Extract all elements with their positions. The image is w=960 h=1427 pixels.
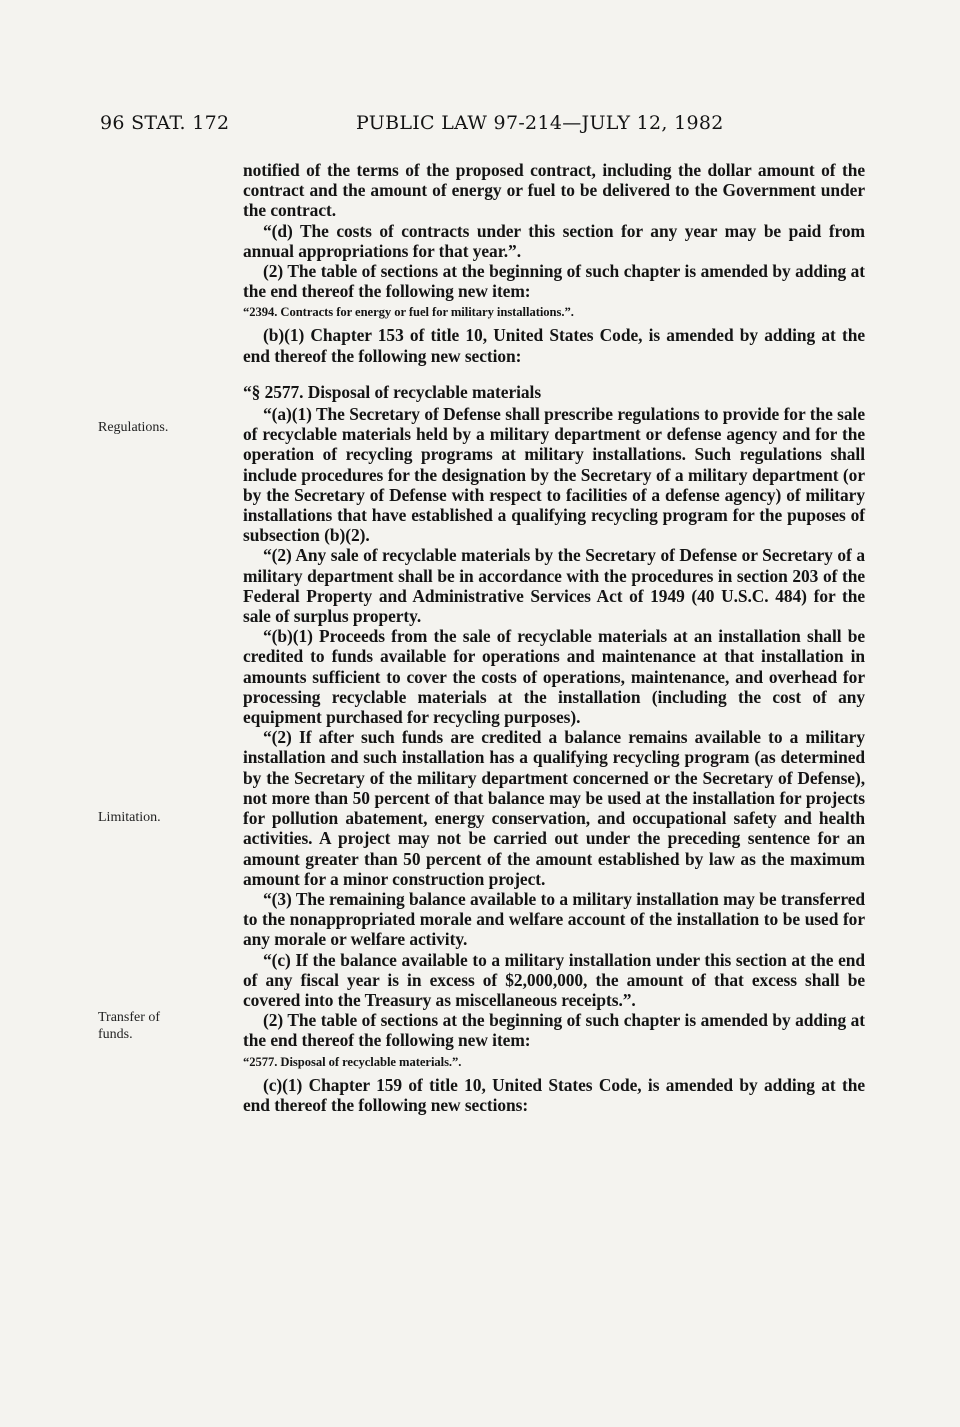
paragraph-subsection-d: “(d) The costs of contracts under this section for any year may be paid from annual appropriations for that year.”. [243,220,865,261]
paragraph-continuation: notified of the terms of the proposed contract, including the dollar amount of the contract and the amount of energy or fuel to be delivered to the Government under the contract. [243,160,865,221]
paragraph-table-amendment-2: (2) The table of sections at the beginning of such chapter is amended by adding at the end thereof the following new item: [243,1010,865,1051]
paragraph-c1: (c)(1) Chapter 159 of title 10, United States Code, is amended by adding at the end thereof the following new sections: [243,1074,865,1115]
paragraph-table-amendment-1: (2) The table of sections at the beginning of such chapter is amended by adding at the end thereof the following new item: [243,261,865,302]
running-head: PUBLIC LAW 97-214—JULY 12, 1982 [356,112,724,134]
page-header [100,112,860,146]
statute-body [243,160,865,1115]
section-heading-2577: “§ 2577. Disposal of recyclable materials [243,381,542,402]
margin-note-transfer-of-funds: Transfer of funds. [98,1010,161,1042]
table-item-2394: “2394. Contracts for energy or fuel for military installations.”. [243,305,574,320]
page-reference: 96 STAT. 172 [100,112,230,134]
paragraph-b1: (b)(1) Chapter 153 of title 10, United States Code, is amended by adding at the end thereof the following new section: [243,325,865,366]
paragraph-b2: “(2) If after such funds are credited a balance remains available to a military installation and such installation has a qualifying recycling program (as determined by the Secretary of the military department concerned or the Secretary of Defense), not more than 50 percent of that balance may be used at the installation for projects for pollution abatement, energy conservation, and occupational safety and health activities. A project may not be carried out under the preceding sentence for an amount greater than 50 percent of the amount established by law as the maximum amount for a minor construction project. [243,727,865,889]
table-item-2577: “2577. Disposal of recyclable materials.”. [243,1054,462,1069]
paragraph-b3: “(3) The remaining balance available to a military installation may be transferred to the nonappropriated morale and welfare account of the installation to be used for any morale or welfare activity. [243,888,865,950]
margin-note-limitation: Limitation. [98,810,161,825]
margin-note-regulations: Regulations. [98,420,169,435]
paragraph-c: “(c) If the balance available to a military installation under this section at the end of any fiscal year is in excess of $2,000,000, the amount of that excess shall be covered into the Treasury as miscellaneous receipts.”. [243,949,865,1010]
paragraph-a2: “(2) Any sale of recyclable materials by the Secretary of Defense or Secretary of a military department shall be in accordance with the procedures in section 203 of the Federal Property and Administrative Services Act of 1949 (40 U.S.C. 484) for the sale of surplus property. [243,545,865,627]
paragraph-a1: “(a)(1) The Secretary of Defense shall prescribe regulations to provide for the sale of recyclable materials held by a military department or defense agency and for the operation of recycling programs at military installations. Such regulations shall include procedures for the designation by the Secretary of a military department (or by the Secretary of Defense with respect to facilities of a defense agency) of military installations that have established a qualifying recycling program for the puposes of subsection (b)(2). [243,404,865,546]
paragraph-b1-proceeds: “(b)(1) Proceeds from the sale of recyclable materials at an installation shall be credited to funds available for operations and maintenance at that installation in amounts sufficient to cover the costs of operations, maintenance, and overhead for processing recyclable materials at the installation (including the cost of any equipment purchased for recycling purposes). [243,626,865,728]
